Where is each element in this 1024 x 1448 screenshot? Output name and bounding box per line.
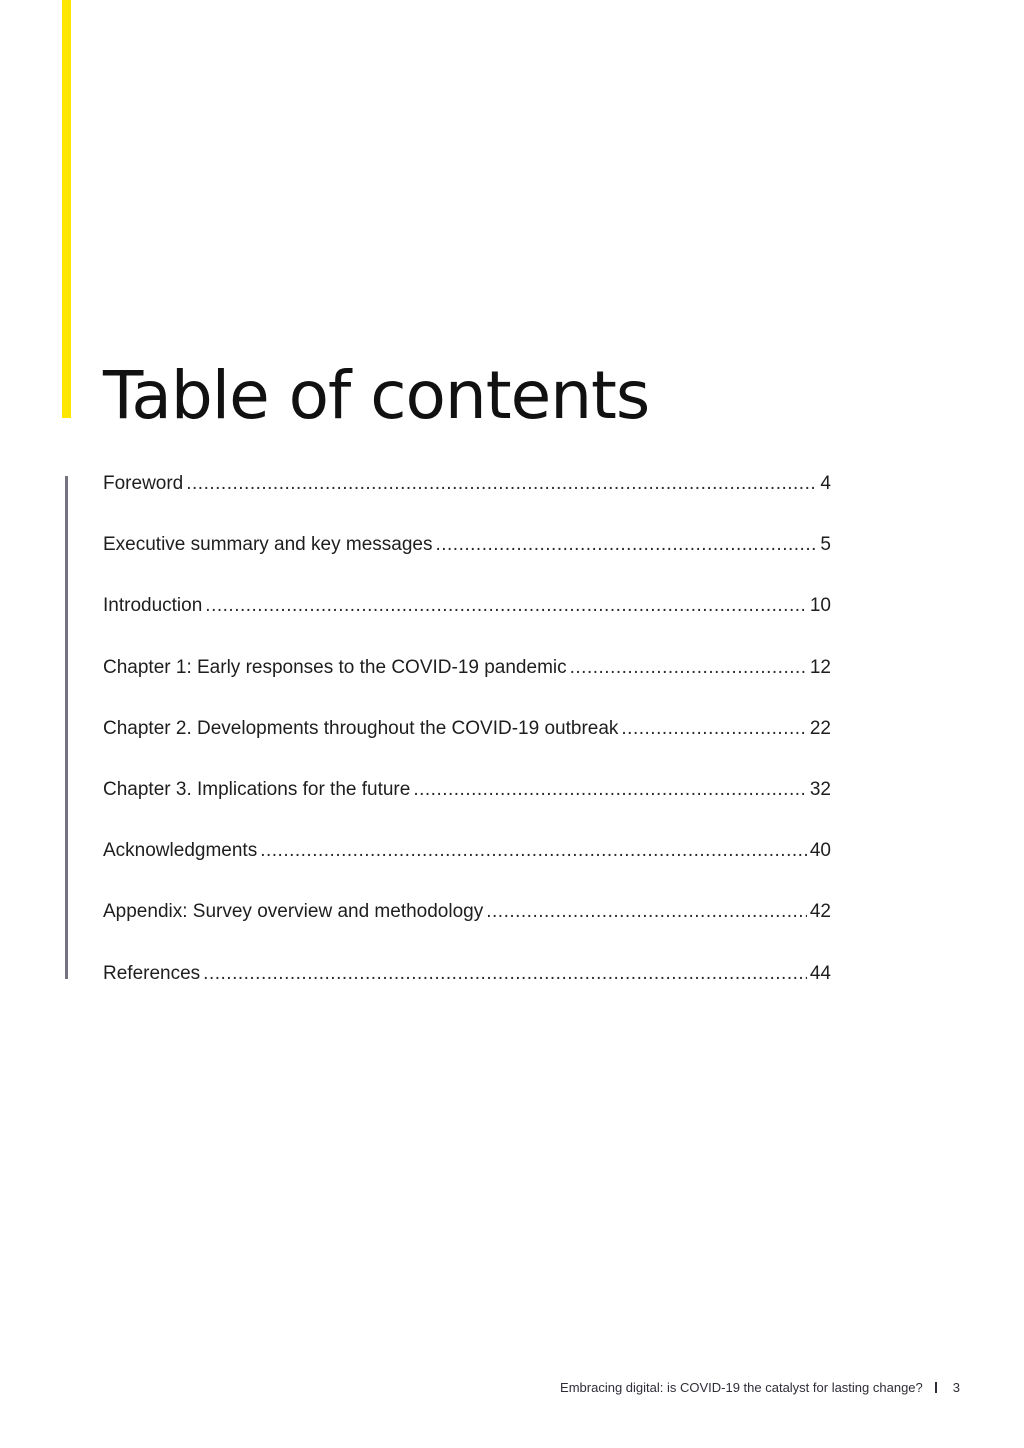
toc-entry-page: 12 [809,656,831,678]
footer-separator [935,1382,937,1393]
toc-entry-page: 44 [809,962,831,984]
toc-entry-executive-summary[interactable] [103,530,831,591]
toc-entry-acknowledgments[interactable] [103,836,831,897]
toc-entry-page: 42 [809,901,831,923]
toc-entry-page: 5 [820,534,831,556]
toc-entry-label: Chapter 2. Developments throughout the COVID-19 outbreak [103,717,619,739]
toc-entry-label: Chapter 1: Early responses to the COVID-19 pandemic [103,656,567,678]
toc-entry-appendix[interactable] [103,897,831,958]
toc-dot-leader [413,775,807,805]
toc-entry-label: Introduction [103,595,203,617]
toc-dot-leader [486,897,807,927]
toc-entry-introduction[interactable] [103,591,831,652]
toc-entry-references[interactable] [103,959,831,1020]
toc-entry-label: Executive summary and key messages [103,534,433,556]
toc-entry-label: Foreword [103,473,184,494]
footer-title: Embracing digital: is COVID-19 the catalyst for lasting change? [560,1380,923,1395]
toc-entry-page: 40 [809,840,831,862]
toc-dot-leader [203,959,807,989]
toc-entry-foreword[interactable] [103,469,831,530]
toc-dot-leader [435,530,817,560]
toc-dot-leader [570,653,807,683]
accent-bar [62,0,71,418]
toc-dot-leader [186,469,817,499]
toc-entry-label: Chapter 3. Implications for the future [103,778,411,800]
toc-entry-chapter-2[interactable] [103,714,831,775]
toc-dot-leader [205,591,807,621]
toc-dot-leader [621,714,806,744]
footer-page-number: 3 [952,1380,960,1395]
table-of-contents [103,469,831,1020]
toc-entry-page: 10 [809,595,831,617]
toc-entry-chapter-1[interactable] [103,653,831,714]
toc-entry-chapter-3[interactable] [103,775,831,836]
toc-entry-label: References [103,962,201,984]
toc-vertical-rule [65,476,68,979]
toc-entry-page: 22 [809,717,831,739]
page-title: Table of contents [103,357,650,434]
toc-dot-leader [260,836,807,866]
page-footer [560,1380,960,1395]
toc-entry-page: 32 [809,778,831,800]
toc-entry-label: Appendix: Survey overview and methodology [103,901,484,923]
toc-entry-label: Acknowledgments [103,840,258,862]
toc-entry-page: 4 [820,473,831,494]
